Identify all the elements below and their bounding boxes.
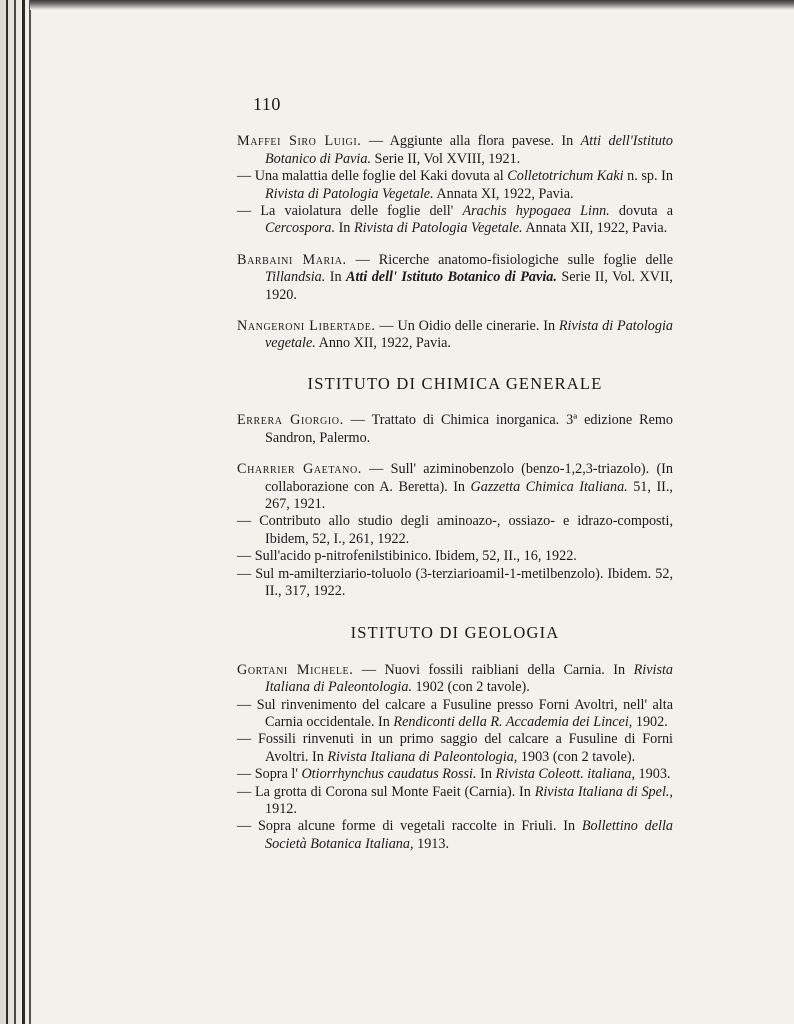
entry-text: — Sul rinvenimento del calcare a Fusuline presso Forni Avoltri, nell' alta Carnia occidentale. In — [237, 696, 673, 730]
entry-title: Arachis hypogaea Linn. — [462, 203, 610, 220]
bibliography-entry — [237, 168, 673, 203]
entry-author: Gortani Michele. — [237, 661, 354, 678]
bibliography-block — [237, 662, 673, 853]
entry-title: Atti dell'Istituto Botanico di Pavia. — [265, 133, 673, 167]
entry-author: Charrier Gaetano. — [237, 461, 362, 478]
entry-title: Gazzetta Chimica Italiana. — [470, 478, 628, 495]
entry-text: In — [476, 766, 496, 783]
entry-text: — Sul m-amilterziario-toluolo (3-terziarioamil-1-metilbenzolo). Ibidem. 52, II., 317, 1922. — [237, 565, 673, 599]
entry-text: 51, II., 267, 1921. — [265, 478, 673, 512]
entry-title: Rivista di Patologia Vegetale. — [265, 185, 434, 202]
entry-title: Rivista Italiana di Paleontologia. — [265, 661, 673, 696]
bibliography-entry — [237, 662, 673, 697]
bibliography-top — [237, 133, 673, 352]
entry-text: — Sopra alcune forme di vegetali raccolte in Friuli. In — [237, 818, 582, 835]
bibliography-entry — [237, 818, 673, 853]
bibliography-block — [237, 412, 673, 447]
bibliography-block — [237, 318, 673, 353]
bibliography-entry — [237, 566, 673, 601]
entry-text: Serie II, Vol XVIII, 1921. — [371, 150, 521, 167]
entry-title: Rivista di Patologia Vegetale. — [353, 220, 523, 237]
entry-text: Anno XII, 1922, Pavia. — [315, 335, 451, 352]
bibliography-entry — [237, 133, 673, 168]
entry-title: Otiorrhynchus caudatus Rossi. — [301, 766, 477, 783]
entry-text: — La grotta di Corona sul Monte Faeit (Carnia). In — [237, 783, 535, 800]
bibliography-entry — [237, 461, 673, 513]
entry-text: 1902. — [632, 713, 668, 730]
entry-text: 1913. — [413, 835, 450, 852]
bibliography-block — [237, 133, 673, 237]
scan-line — [6, 0, 8, 1024]
scan-top-edge — [30, 0, 794, 10]
entry-text: — Un Oidio delle cinerarie. In — [375, 318, 559, 335]
scan-line — [29, 0, 31, 1024]
entry-text: — Ricerche anatomo-fisiologiche sulle foglie delle — [346, 251, 673, 268]
entry-title: Colletotrichum Kaki — [507, 168, 624, 185]
entry-text: n. sp. In — [623, 168, 673, 185]
entry-text: — Trattato di Chimica inorganica. 3ª edizione Remo Sandron, Palermo. — [265, 412, 674, 446]
entry-text: — Fossili rinvenuti in un primo saggio del calcare a Fusuline di Forni Avoltri. In — [237, 731, 673, 765]
entry-text: dovuta a — [609, 203, 673, 220]
entry-title: Rivista Italiana di Paleontologia, — [327, 748, 518, 765]
entry-text: In — [335, 220, 354, 237]
bibliography-entry — [237, 697, 673, 732]
entry-title: Rivista Italiana di Spel., — [534, 783, 673, 800]
entry-text: — Sull' aziminobenzolo (benzo-1,2,3-triazolo). (In collaborazione con A. Beretta). In — [265, 461, 674, 495]
page — [237, 96, 673, 867]
entry-text: — Nuovi fossili raibliani della Carnia. In — [353, 661, 634, 678]
entry-title: Cercospora. — [265, 220, 336, 237]
entry-title: Rivista Coleott. italiana, — [495, 766, 635, 783]
entry-text: — Una malattia delle foglie del Kaki dovuta al — [237, 168, 508, 185]
bibliography-entry — [237, 548, 673, 565]
page-number: 110 — [253, 94, 281, 114]
bibliography-entry — [237, 203, 673, 238]
bibliography-entry — [237, 252, 673, 304]
entry-title: Tillandsia. — [265, 269, 326, 286]
bibliography-entry — [237, 766, 673, 783]
bibliography-entry — [237, 318, 673, 353]
entry-text: 1912. — [265, 801, 297, 817]
section-title: ISTITUTO DI CHIMICA GENERALE — [307, 373, 603, 393]
section-title: ISTITUTO DI GEOLOGIA — [350, 623, 560, 643]
entry-text: — Contributo allo studio degli aminoazo-, ossiazo- e idrazo-composti, Ibidem, 52, I., 261, 1922. — [237, 513, 673, 547]
entry-title: Rivista di Patologia vegetale. — [265, 318, 673, 352]
entry-author: Barbaini Maria. — [237, 251, 347, 268]
bibliography-entry — [237, 731, 673, 766]
entry-author: Nangeroni Libertade. — [237, 318, 376, 335]
entry-title: Bollettino della Società Botanica Italiana, — [265, 818, 673, 852]
bibliography-entry — [237, 513, 673, 548]
bibliography-entry — [237, 412, 673, 447]
entry-title: Atti dell' Istituto Botanico di Pavia. — [346, 269, 557, 286]
entry-text: 1903. — [635, 766, 671, 783]
entry-text: 1903 (con 2 tavole). — [517, 748, 636, 765]
bibliography-entry — [237, 784, 673, 819]
bibliography-block — [237, 252, 673, 304]
entry-text: Serie II, Vol. XVII, 1920. — [265, 269, 673, 303]
bibliography-block — [237, 461, 673, 600]
entry-text: Annata XII, 1922, Pavia. — [522, 220, 668, 237]
scan-line — [22, 0, 25, 1024]
scan-line — [14, 0, 16, 1024]
entry-text: — La vaiolatura delle foglie dell' — [237, 203, 463, 220]
entry-text: — Sopra l' — [237, 766, 302, 783]
entry-text: In — [325, 269, 346, 286]
entry-author: Maffei Siro Luigi. — [237, 133, 362, 150]
entry-title: Rendiconti della R. Accademia dei Lincei, — [393, 713, 633, 730]
entry-text: — Aggiunte alla flora pavese. In — [361, 133, 581, 150]
entry-author: Errera Giorgio. — [237, 412, 344, 429]
entry-text: Annata XI, 1922, Pavia. — [433, 185, 574, 202]
entry-text: — Sull'acido p-nitrofenilstibinico. Ibidem, 52, II., 16, 1922. — [237, 548, 577, 565]
entry-text: 1902 (con 2 tavole). — [412, 679, 530, 696]
